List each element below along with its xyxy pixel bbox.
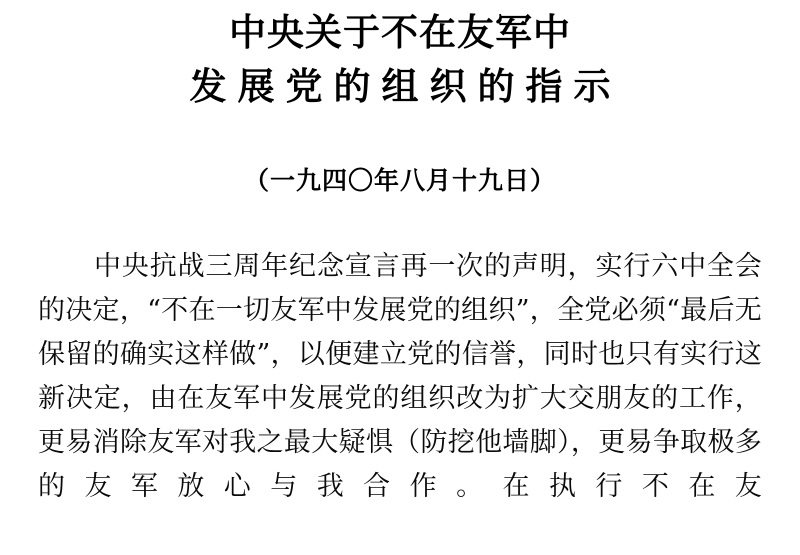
- document-title-block: [38, 0, 762, 113]
- page-title-line-2: 发展党的组织的指示: [189, 63, 622, 108]
- document-body: [38, 245, 762, 509]
- document-date: （一九四〇年八月十九日）: [243, 166, 556, 196]
- page-title-line-1: 中央关于不在友军中: [229, 10, 571, 54]
- body-paragraph: 中央抗战三周年纪念宣言再一次的声明，实行六中全会的决定，“不在一切友军中发展党的组织”，全党必须“最后无保留的确实这样做”，以便建立党的信誉，同时也只有实行这新决定，由在友军中发展党的组织改为扩大交朋友的工作，更易消除友军对我之最大疑惧（防挖他墙脚），更易争取极多的友军放心与我合作。在执行不在友: [38, 251, 762, 503]
